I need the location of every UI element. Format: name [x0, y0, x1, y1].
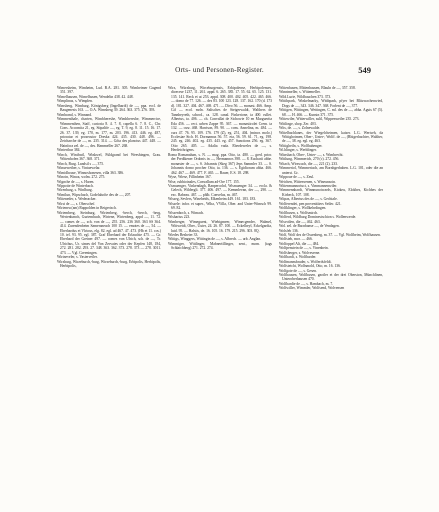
- register-entry: Wolfsteh, mor. — 466.: [279, 237, 313, 242]
- register-entry: Wolfpenstein de —, s. Vinenbein.: [279, 246, 329, 251]
- register-entry: Wimmiger, Wittlinger, Mabnertillinger, zent., mom. (tags Schlaichberg) 271. 272. 274.: [168, 241, 272, 251]
- register-entry: Wimersheim, Wimheim, Lud. B.A. 281. 305. Wimheimer Gugend 351. 397.: [57, 86, 161, 95]
- register-entry: Wittelbachlanes, der Wtegelcheimen, kaiser. L.G. Wertseh, da Wittighoimen, Ober-, Unter-, Wolff. de —, (Rhigerhachter, Walther, de —, 38. eg. egl. eg. 463.: [279, 130, 383, 144]
- register-entry: Wimilun, Wipschach, Godelahofte des de —, 207.: [57, 192, 132, 197]
- register-column-2: [168, 86, 272, 478]
- register-entry: Wolfsberger, s. Wolveserne.: [279, 250, 321, 255]
- register-entry: Winch, Burg. Landsil s —, 375.: [57, 161, 105, 166]
- register-entry: Wippoue de —, s. Zeul.: [279, 175, 315, 180]
- register-entry: Wirenburg, s. Winlburg.: [57, 188, 93, 193]
- register-entry: Wimplinus, s. Wimplen.: [57, 99, 93, 104]
- register-entry: Wittlung, Wimmerich, 270 (c). 272. 456.: [279, 157, 340, 162]
- register-columns: [57, 86, 383, 478]
- register-entry: Wi.hlinger, s. Werblinger.: [279, 148, 317, 153]
- register-column-1: [57, 86, 161, 478]
- register-entry: Wolfsteicht, Wolfsmold, Otto, m. 16. 136.: [279, 264, 341, 269]
- register-entry: Wild.Lurie, Wildbauchen 373. 373.: [279, 94, 332, 99]
- register-entry: Wisseg, Sevlers, Wineheids, Elkenheim 449. 161. 183. 183.: [168, 197, 257, 202]
- register-entry: Wissele: infor. et super., Wiha, VVilla, Ober. and Unter-Wimsch 99. 69. 82.: [168, 201, 272, 211]
- register-entry: Wisvoilen, die —, 462. 463.: [279, 219, 321, 224]
- register-entry: Wolf, Wolf des de Ossenberg, m. 37. — Vgl. Wolfheim, Wolfhausen.: [279, 232, 381, 237]
- page-number: 549: [358, 65, 371, 75]
- register-entry: Wimsberg, Wimburg, Königsberg (Ingelhardt) de —, ppa. eccl. de Baugenesis 163. — O.A. Wimsberg 39. 264. 363. 375. 276. 393.: [57, 103, 161, 113]
- register-entry: Wittigen, Wittingen, Wettingen, C. ml. des de —, abba. Aguis 67 (5). 68. — H. 466. — Kunstn 371. 375.: [279, 108, 383, 117]
- register-entry: Wolfmannsbruder, s. Wolferdsfeldt.: [279, 259, 332, 264]
- register-entry: Wolfhardi, s. Wolfharder.: [279, 255, 317, 260]
- register-entry: Wolfhusen, s. Wolfsmirch.: [279, 210, 319, 215]
- register-entry: Wolfklinger, s. Wollkehrdingen.: [279, 206, 327, 211]
- register-entry: Wisharius 223.: [168, 215, 191, 220]
- register-entry: Wiinsbach, Ober-, Unter- —, s. Wimbrecht.: [279, 152, 344, 157]
- register-entry: Wimmeriol, Wimmeriach, am Bornhgerhaben. L.G. 101, oder die an unterst. Gr.: [279, 166, 383, 175]
- register-entry: Wiipas, Albertus des de —, s. Gechtale.: [279, 197, 338, 202]
- register-entry: Roma Romanalum, s. N. — mag. ppa. Otto, ia. 480. — gred. prior. der Predikener Ordonis in —, Hermannos 398. — 8. Eucharii abbe. monaster de —, s. S. Johannis (Skeg 367) Jeps Sammler 33. — S. Johannis domo procher Otto, ia. 136. — s. Egidiorum abba. 466. 462. 467 — 469. 477. F. 465. — Bauer, E.S. 18. 298.: [168, 152, 272, 175]
- register-entry: Wittenmunnoriuct, s. Vimmannenwiler.: [279, 183, 338, 188]
- register-entry: Winntmeller, s. Wittemeller.: [279, 90, 321, 95]
- register-entry: Wissenboch, s. Wimach.: [168, 210, 205, 215]
- register-entry: Wittenhusen, Mittenhausen, Blauln de —, 357. 358.: [279, 86, 356, 90]
- register-entry: Witach, Wirswach, die —, 221 (2). 233.: [279, 161, 338, 166]
- register-entry: Wittewiler, Witterwiller, sultl, Wippenweiler 235. 273.: [279, 117, 360, 122]
- register-entry: Wolferd, Wildburg Dominestschion s. Wollenwerde.: [279, 215, 357, 220]
- register-entry: Wippotte de Winterbach.: [57, 183, 94, 188]
- register-entry: Wyse, Wiese, Fillinheim 167.: [168, 175, 212, 180]
- register-entry: Wolsfeb 136.: [279, 228, 299, 233]
- page-title: Orts- und Personen-Register.: [175, 66, 264, 74]
- register-entry: Wittlinge, shop. Zer. 403.: [279, 121, 317, 126]
- register-entry: Wolfwiller, Wimmler, Wolfsend, Wolvensen: [279, 286, 345, 291]
- register-entry: Wirteneu (am) Rappolden in Reigerisch.: [57, 206, 117, 211]
- register-entry: Vismuenger, Vinkendagh, Ranpercohd, Wismuenger 34. — eccla. & Gelech, Wildergli. 377. 406. 497. — Kemmlevan, der —, 290. — exc. Rabeau. 467. — phlb. Convelus, m. 467.: [168, 183, 272, 197]
- register-entry: Wimmennhardt, Winnnunoiwards, Kiokeu, Elokbes, Kichbes der Kirbeck, 107. 108.: [279, 188, 383, 197]
- register-entry: Wolfgote de —, s. Gesen.: [279, 268, 317, 273]
- register-entry: Wittigheiln, s. Wolfhuhenger.: [279, 143, 323, 148]
- register-entry: Winch, Winthwil, Winkwel, Füldgrand bei Weeshingen, Grau. Wittenhofen 367. 368. 371.: [57, 152, 161, 162]
- page-header: [0, 66, 439, 80]
- register-entry: Wise, rubbioinales, Convallum ad-Ore 177. 155.: [168, 179, 240, 184]
- register-entry: Wimelhausen, Wimelhusen, Wendelin 438. 42. 448.: [57, 94, 134, 99]
- register-entry: Wiedes Besheier 33.: [168, 232, 199, 237]
- register-entry: Winoin, Winoa, wolm. 272. 275.: [57, 175, 106, 180]
- register-entry: Weichen, Wittenvenen, s. Wineunsoin.: [279, 179, 336, 184]
- register-entry: Wittigs, Winggers, Wittingin de —, s. Albrech. — urb. Anglan.: [168, 237, 262, 242]
- register-entry: Wimbrand, s. Winnand.: [57, 112, 92, 117]
- register-entry: Wimberger, Wimeguent, Wiebigmeer, Wimecgender, Walmel, Wittweidt, Ober., Uuter, 24. 26. 87. 100. — Eckelheyl, Eckelgardia, lutd. 95. — Halstis, de. 16. 105. 16. 179. 215. 296. 303. 8Q.: [168, 219, 272, 233]
- register-entry: Wirtneveler, s. Vasterveiler.: [57, 255, 98, 260]
- register-entry: Wolfhardie de —, s. Hambach, m. 7.: [279, 281, 334, 286]
- register-entry: Wignche de —, s. Haren.: [57, 179, 95, 184]
- register-entry: Wolfoppel Alt, die —, 484.: [279, 241, 320, 246]
- register-entry: Wolferendei, pen provenitiiers Seiler. 421.: [279, 201, 342, 206]
- register-column-3: [279, 86, 383, 478]
- register-entry: Wolfhausen, Wolfhusen, gaotler et der drei Oberston, Münchlinen, Unteroberhausen 470.: [279, 273, 383, 282]
- register-entry: Winuewether, s. Vintuewelar.: [57, 166, 101, 171]
- register-entry: Wimmenthale, charten, Wimbhereshe, Wimbhereshe, Wimmerrice, Wimmenthen, Staff, curtoria 8. 4. 7. 8, capella 6. 7. 8. C., Chr. Cons. Accomita 21, eg. Stipaltfe —, eg. T. 9, eg. 8. 11. 15. 16. 17. 26. 37. 139, eg. 170, m. 177, m. 203. 196. 413. 446. eg. 487, prioratur et prosecutor Dreska 424. 435. 430. 448. 496. — Zeicharche de —, m. 235. 314. — Gôta des planctus 447. 448. — Hainfora zel. de —, des. Hammeller 267. 268.: [57, 117, 161, 148]
- register-entry: Wittibpark, Winkelmarky, Wittbpark, pfyer bei Blitzwachenwied, Dogs de —, 343. 346. 347. 368. Forlent de —, 377.: [279, 99, 383, 108]
- register-entry: Winterthur 384.: [57, 148, 81, 153]
- register-entry: Wirtemberg, Steinburg, Wirtenberg, -berch, -berch, -berg, Wertenbanch, Gurtemhuch, Wirtene, Wirtenberg, appd —, 11. 72. — comes de —, sch. von de —, 255. 256. 236 360. 363 SS 364. 414. Zurendenbeim Sameraneach 100 15. — emotes de —, 54. — Eberhardus et Vlrious, elg. 82. egl. ad 467. 47. 473. (Hb et 11. cos.) 10. iel. 93. 95. egl. 387. Graf Eberhard der Erlauchte 475. — Gr. Eberhard der Greiner 497. — comes von Ulrich, sch. de —, Tr. Ulrichus, Ur. simes del Von Zervaies oder der Kepfen 148, 184, 272. 281. 282. 293. 27. 348. 363. 362. 373. 278. 373 — 278. 3011. 473. — Vgl. Greeningen.: [57, 210, 161, 255]
- register-entry: Wimidhouse, Winnoshonesen, villa 363. 386.: [57, 170, 125, 175]
- register-entry: Wits, de. —, s. Zolnewalde.: [279, 126, 321, 131]
- register-entry: Wirzburg, Wirzeburch,-burg, Wirxeburch,-burg, Erbipolis, Herbipolis, Herbipolis,: [57, 259, 161, 269]
- register-entry: Wiiteneder, s. Wederacker.: [57, 197, 97, 202]
- register-entry: Wirz, Würzburg, Wirceburgensis, Erbipolense, Herbipolenses, dioecese 1237, 11. 261. appd. 6. 265. 385. 17. 55. 62. 65. 125. 131. 135. 141. Reck et ut 253. appd. 308. 400. 402. 405. 422. 465. 466. — domo de 77. 126. — des 83. 100 123. 128. 137. 162. 170 (d. 173 d). 181. 327. 404. 467. 469. 471. — Divo 56. — monast. 466. Amp. Gif — ecol. mrln. Salisches de Steigerwaldt, Walthers de Tannheyreth, schrod., ca. 128. canal. Finkerione, ia 400. rullet. Albertus, ta. 406. — ch. Convallat de Sichowie 10 en Marguerita Eda 456. — rect. urben Zappe 95. 367. — monastirolet Crem. ia 132. — cusr. 468. Harrison, 89. 90. — cons. Annelina, m. 484. — curs 47. 76. 95. 109. 176. 179 (Z), eg. 251, 404. (minor. molo.) Ecclesiae Sich. H. Dormamus 56. 57. eta, 56. 59. 61. 71, eg. 198. 245. eg. 246. 402. eg. 435. 443. eg. 457. Sanctions 256. eg. 367. Otto 265. 405. — Adalia vada. Eberdeweles de —, s. Herdetchrigens.: [168, 86, 272, 153]
- register-entry: Wol. zel. de Bacnbanse —, de Vendagen.: [279, 224, 340, 229]
- register-entry: Wirst de —, s. Oberschef.: [57, 201, 96, 206]
